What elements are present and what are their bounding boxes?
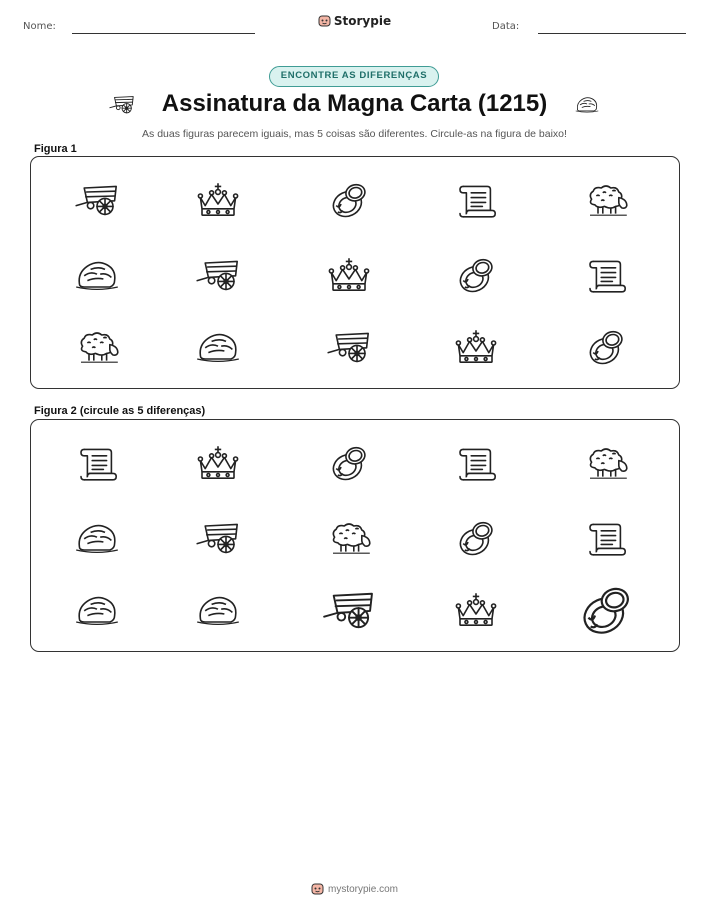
scroll-icon[interactable] <box>73 444 121 482</box>
storypie-logo-icon <box>318 14 331 27</box>
cart-icon <box>73 181 121 219</box>
bread-icon <box>73 256 121 294</box>
bread-icon[interactable] <box>73 591 121 629</box>
figure1-panel <box>30 156 680 389</box>
brand <box>0 14 709 28</box>
ring-icon[interactable] <box>325 444 373 482</box>
scroll-icon[interactable] <box>452 444 500 482</box>
cart-icon[interactable] <box>194 519 242 557</box>
figure1-label: Figura 1 <box>34 143 77 155</box>
bread-icon[interactable] <box>194 591 242 629</box>
figure2-label: Figura 2 (circule as 5 diferenças) <box>34 405 206 417</box>
worksheet-title: Assinatura da Magna Carta (1215) <box>161 90 548 117</box>
name-label: Nome: <box>23 21 56 32</box>
bread-icon <box>574 93 600 115</box>
ring-icon <box>582 328 630 366</box>
name-field-line[interactable] <box>72 33 255 34</box>
cart-icon[interactable] <box>318 588 380 632</box>
scroll-icon <box>582 256 630 294</box>
figure2-panel[interactable] <box>30 419 680 652</box>
instructions: As duas figuras parecem iguais, mas 5 coisas são diferentes. Circule-as na figura de baixo! <box>142 128 567 140</box>
crown-icon[interactable] <box>194 444 242 482</box>
crown-icon[interactable] <box>452 591 500 629</box>
bread-icon <box>194 328 242 366</box>
storypie-logo-icon <box>311 882 324 895</box>
scroll-icon <box>452 181 500 219</box>
date-label: Data: <box>492 21 520 32</box>
crown-icon <box>194 181 242 219</box>
ring-icon <box>325 181 373 219</box>
footer <box>0 882 709 895</box>
ring-icon[interactable] <box>573 580 639 640</box>
ring-icon <box>452 256 500 294</box>
crown-icon <box>452 328 500 366</box>
scroll-icon[interactable] <box>582 519 630 557</box>
sheep-icon <box>582 181 630 219</box>
sheep-icon[interactable] <box>325 519 373 557</box>
cart-icon <box>325 328 373 366</box>
brand-name: Storypie <box>333 14 392 28</box>
ring-icon[interactable] <box>452 519 500 557</box>
footer-site: mystorypie.com <box>327 884 398 895</box>
crown-icon <box>325 256 373 294</box>
cart-icon <box>194 256 242 294</box>
activity-badge: ENCONTRE AS DIFERENÇAS <box>269 66 439 87</box>
sheep-icon[interactable] <box>582 444 630 482</box>
sheep-icon <box>73 328 121 366</box>
bread-icon[interactable] <box>73 519 121 557</box>
date-field-line[interactable] <box>538 33 686 34</box>
